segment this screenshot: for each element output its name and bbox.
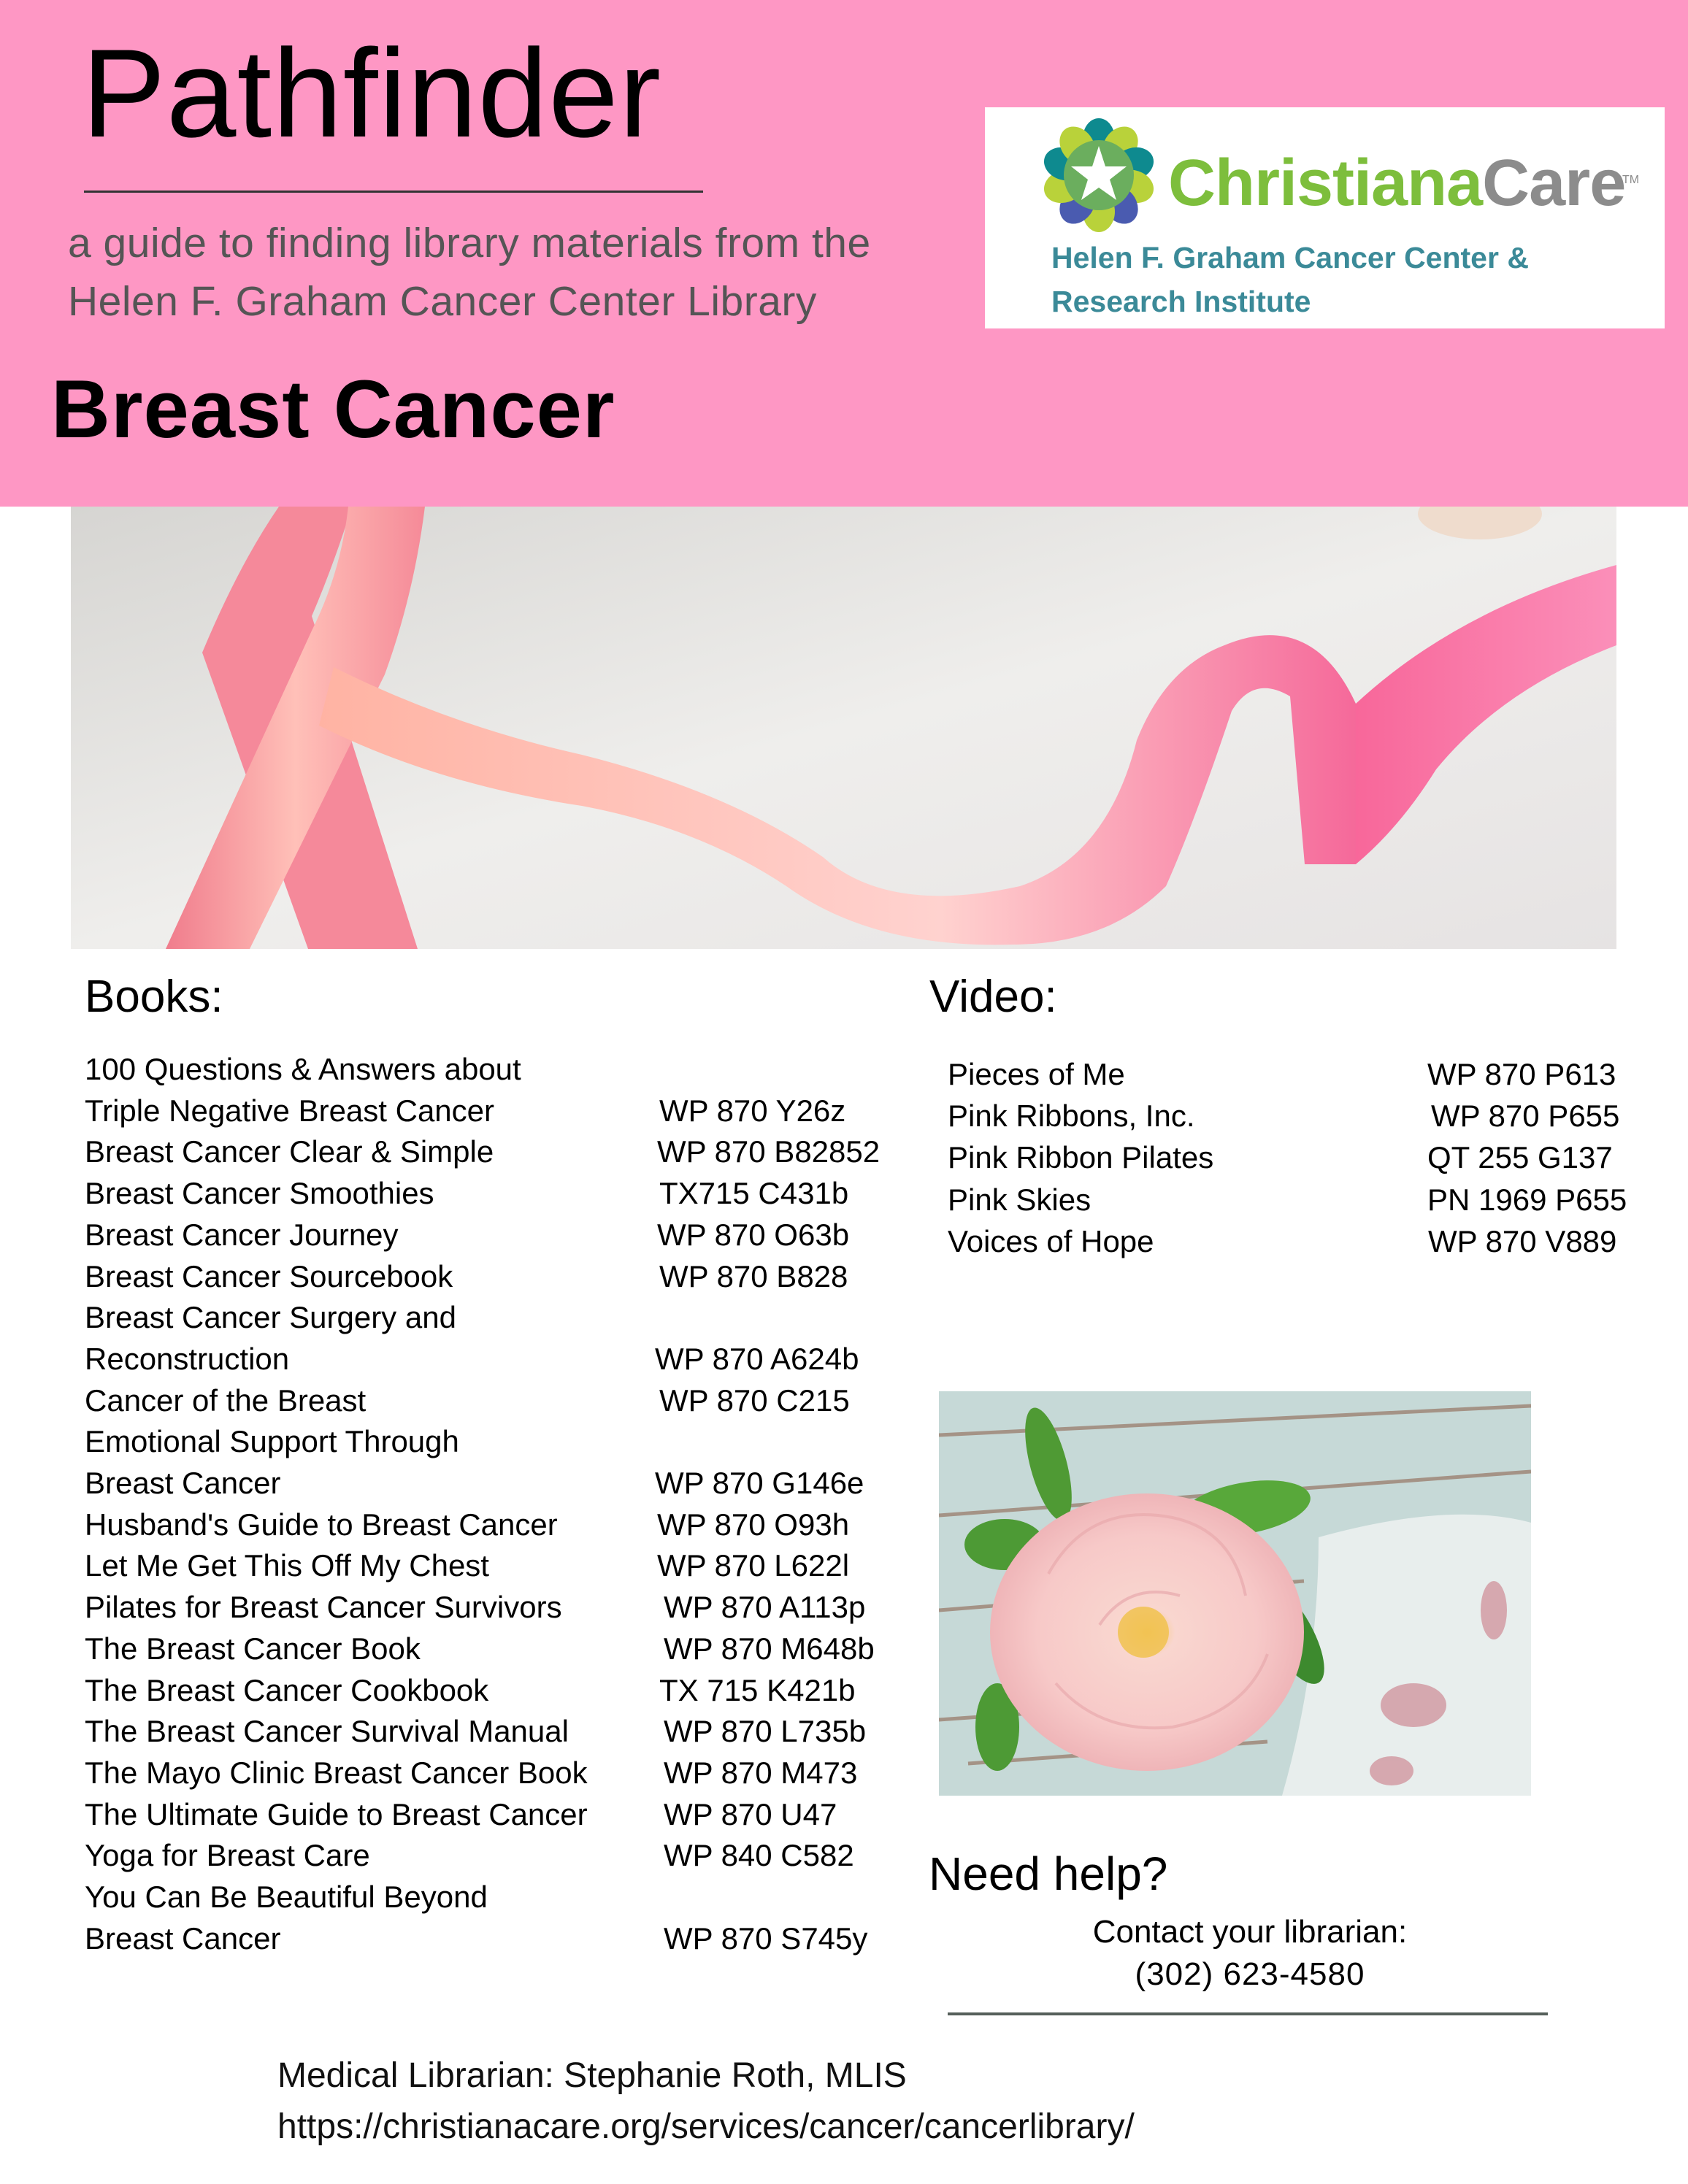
subtitle-line-2: Helen F. Graham Cancer Center Library: [68, 278, 817, 325]
book-title: You Can Be Beautiful Beyond: [85, 1880, 488, 1914]
call-number: QT 255 G137: [1427, 1140, 1613, 1175]
footer-url-link[interactable]: https://christianacare.org/services/cancer/cancerlibrary/: [277, 2107, 1135, 2146]
book-title: The Breast Cancer Cookbook: [85, 1672, 489, 1707]
book-title: Yoga for Breast Care: [85, 1838, 370, 1873]
book-title: The Mayo Clinic Breast Cancer Book: [85, 1755, 588, 1790]
call-number: WP 840 C582: [664, 1838, 854, 1873]
pink-rose-photo: [939, 1391, 1531, 1796]
book-title: Breast Cancer Smoothies: [85, 1176, 434, 1211]
book-title: 100 Questions & Answers about: [85, 1052, 521, 1086]
book-title: Pilates for Breast Cancer Survivors: [85, 1590, 562, 1625]
topic-title: Breast Cancer: [51, 364, 615, 455]
call-number: WP 870 G146e: [655, 1466, 864, 1500]
logo-subtitle-line-1: Helen F. Graham Cancer Center &: [1051, 241, 1529, 274]
logo-brand-name: [1168, 146, 1625, 221]
subtitle-line-1: a guide to finding library materials from the: [68, 220, 871, 266]
page-title: Pathfinder: [82, 23, 662, 164]
call-number: WP 870 P613: [1427, 1057, 1616, 1091]
books-heading: Books:: [85, 972, 223, 1022]
book-title: Breast Cancer: [85, 1920, 281, 1956]
video-title: Pink Ribbon Pilates: [948, 1140, 1214, 1175]
logo-brand-part-1: Christiana: [1168, 147, 1483, 220]
book-title: Reconstruction: [85, 1341, 290, 1376]
call-number: WP 870 V889: [1428, 1223, 1617, 1258]
call-number: WP 870 O63b: [657, 1217, 850, 1252]
video-title: Voices of Hope: [948, 1223, 1154, 1258]
call-number: WP 870 L622l: [657, 1548, 850, 1583]
call-number: WP 870 L735b: [664, 1714, 867, 1749]
call-number: TX715 C431b: [659, 1176, 849, 1211]
book-title: Breast Cancer: [85, 1466, 281, 1500]
video-title: Pieces of Me: [948, 1057, 1125, 1091]
call-number: WP 870 C215: [659, 1383, 850, 1418]
logo-brand-part-2: Care: [1482, 147, 1626, 220]
book-title: Cancer of the Breast: [85, 1383, 367, 1418]
book-title: The Ultimate Guide to Breast Cancer: [85, 1796, 588, 1831]
book-title: Emotional Support Through: [85, 1424, 459, 1459]
call-number: WP 870 M648b: [664, 1631, 875, 1666]
call-number: WP 870 B82852: [657, 1134, 881, 1169]
call-number: WP 870 M473: [664, 1755, 858, 1790]
video-title: Pink Skies: [948, 1182, 1092, 1217]
call-number: WP 870 A113p: [664, 1590, 866, 1625]
book-title: Breast Cancer Journey: [85, 1217, 399, 1252]
book-title: The Breast Cancer Survival Manual: [85, 1714, 569, 1749]
call-number: WP 870 U47: [664, 1796, 837, 1831]
help-phone-number[interactable]: (302) 623-4580: [1135, 1956, 1365, 1992]
help-contact-label: Contact your librarian:: [1092, 1914, 1408, 1950]
book-title: Let Me Get This Off My Chest: [85, 1548, 489, 1583]
flower-logo-icon: [1040, 117, 1157, 234]
call-number: TX 715 K421b: [659, 1672, 856, 1707]
call-number: WP 870 B828: [659, 1258, 848, 1293]
book-title: Husband's Guide to Breast Cancer: [85, 1507, 558, 1542]
help-divider: [948, 2012, 1548, 2015]
call-number: WP 870 A624b: [655, 1341, 859, 1376]
logo-trademark: TM: [1622, 174, 1640, 186]
book-title: The Breast Cancer Book: [85, 1631, 421, 1666]
logo-subtitle-line-2: Research Institute: [1051, 285, 1311, 318]
video-heading: Video:: [929, 972, 1057, 1022]
footer-librarian: Medical Librarian: Stephanie Roth, MLIS: [277, 2056, 907, 2095]
book-title: Triple Negative Breast Cancer: [85, 1093, 495, 1128]
help-heading: Need help?: [929, 1847, 1168, 1900]
video-title: Pink Ribbons, Inc.: [948, 1099, 1195, 1134]
call-number: WP 870 Y26z: [659, 1093, 846, 1128]
book-title: Breast Cancer Surgery and: [85, 1300, 456, 1335]
title-divider: [84, 191, 703, 193]
book-title: Breast Cancer Clear & Simple: [85, 1134, 494, 1169]
call-number: WP 870 O93h: [657, 1507, 850, 1542]
call-number: PN 1969 P655: [1427, 1182, 1627, 1217]
call-number: WP 870 S745y: [664, 1920, 868, 1956]
call-number: WP 870 P655: [1431, 1099, 1620, 1134]
book-title: Breast Cancer Sourcebook: [85, 1258, 453, 1293]
pink-ribbon-photo: [71, 507, 1616, 949]
